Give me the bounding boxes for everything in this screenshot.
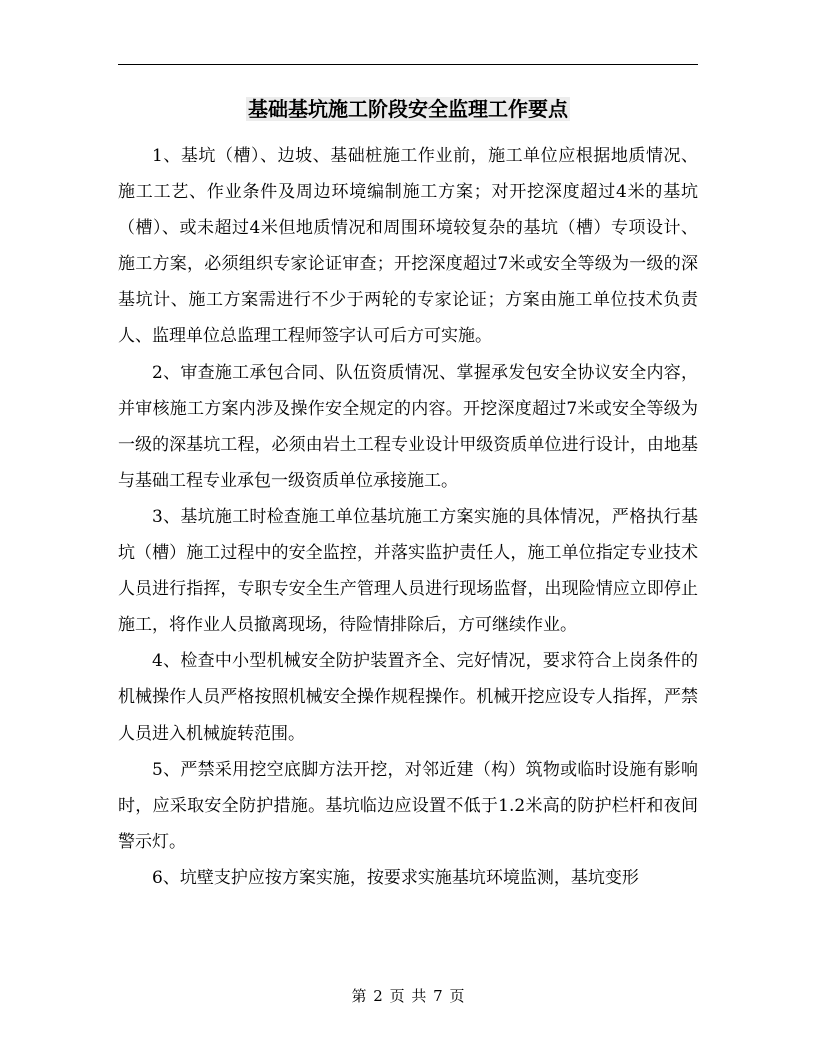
page-number: 第 2 页 共 7 页	[351, 987, 465, 1005]
paragraph-4: 4、检查中小型机械安全防护装置齐全、完好情况，要求符合上岗条件的机械操作人员严格按照机械安全操作规程操作。机械开挖应设专人指挥，严禁人员进入机械旋转范围。	[118, 651, 698, 744]
paragraph-3: 3、基坑施工时检查施工单位基坑施工方案实施的具体情况，严格执行基坑（槽）施工过程中的安全监控，并落实监护责任人，施工单位指定专业技术人员进行指挥，专职专安全生产管理人员进行现场监督，出现险情应立即停止施工，将作业人员撤离现场，待险情排除后，方可继续作业。	[118, 506, 698, 636]
paragraph-2: 2、审查施工承包合同、队伍资质情况、掌握承发包安全协议安全内容，并审核施工方案内涉及操作安全规定的内容。开挖深度超过7米或安全等级为一级的深基坑工程，必须由岩土工程专业设计甲级资质单位进行设计，由地基与基础工程专业承包一级资质单位承接施工。	[118, 362, 698, 491]
page-title	[0, 95, 816, 123]
header-rule	[118, 64, 698, 65]
paragraph-1: 1、基坑（槽）、边坡、基础桩施工作业前，施工单位应根据地质情况、施工工艺、作业条件及周边环境编制施工方案；对开挖深度超过4米的基坑（槽）、或未超过4米但地质情况和周围环境较复杂的基坑（槽）专项设计、施工方案，必须组织专家论证审查；开挖深度超过7米或安全等级为一级的深基坑计、施工方案需进行不少于两轮的专家论证；方案由施工单位技术负责人、监理单位总监理工程师签字认可后方可实施。	[118, 146, 698, 347]
paragraph-6: 6、坑壁支护应按方案实施，按要求实施基坑环境监测，基坑变形	[152, 867, 639, 888]
paragraph-5: 5、严禁采用挖空底脚方法开挖，对邻近建（构）筑物或临时设施有影响时，应采取安全防护措施。基坑临边应设置不低于1.2米高的防护栏杆和夜间警示灯。	[118, 759, 698, 852]
page-title-text: 基础基坑施工阶段安全监理工作要点	[248, 97, 568, 121]
document-body	[118, 138, 698, 896]
